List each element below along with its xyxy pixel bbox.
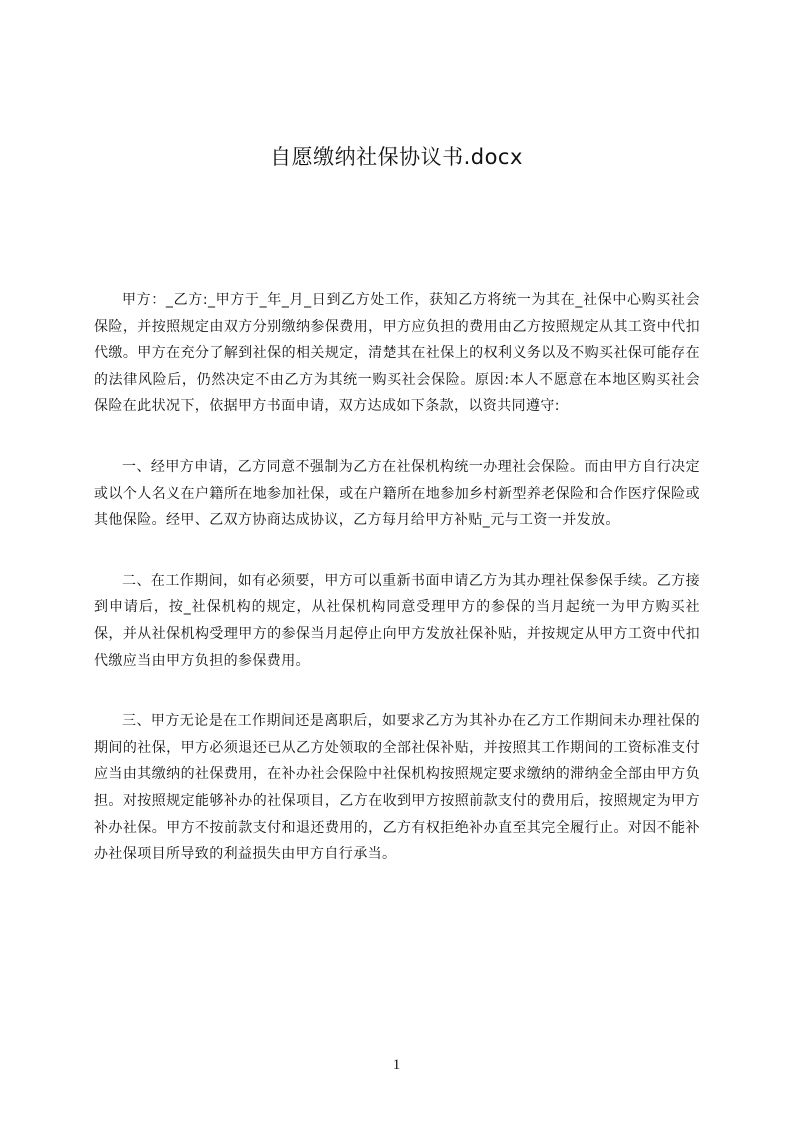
paragraph-clause-1: 一、经甲方申请，乙方同意不强制为乙方在社保机构统一办理社会保险。而由甲方自行决定或以个人名义在户籍所在地参加社保，或在户籍所在地参加乡村新型养老保险和合作医疗保险或其他保险。经甲、乙双方协商达成协议，乙方每月给甲方补贴_元与工资一并发放。 [94, 458, 700, 529]
paragraph-clause-3: 三、甲方无论是在工作期间还是离职后，如要求乙方为其补办在乙方工作期间未办理社保的期间的社保，甲方必须退还已从乙方处领取的全部社保补贴，并按照其工作期间的工资标准支付应当由其缴纳的社保费用，在补办社会保险中社保机构按照规定要求缴纳的滞纳金全部由甲方负担。对按照规定能够补办的社保项目，乙方在收到甲方按照前款支付的费用后，按照规定为甲方补办社保。甲方不按前款支付和退还费用的，乙方有权拒绝补办直至其完全履行止。对因不能补办社保项目所导致的利益损失由甲方自行承当。 [94, 713, 700, 863]
document-body [94, 287, 700, 902]
page-number: 1 [392, 1057, 401, 1073]
paragraph-preamble: 甲方：_乙方:_甲方于_年_月_日到乙方处工作，获知乙方将统一为其在_社保中心购买社会保险，并按照规定由双方分别缴纳参保费用，甲方应负担的费用由乙方按照规定从其工资中代扣代缴。甲方在充分了解到社保的相关规定，清楚其在社保上的权利义务以及不购买社保可能存在的法律风险后，仍然决定不由乙方为其统一购买社会保险。原因:本人不愿意在本地区购买社会保险在此状况下，依据甲方书面申请，双方达成如下条款，以资共同遵守: [94, 292, 700, 415]
paragraph-clause-2: 二、在工作期间，如有必须要，甲方可以重新书面申请乙方为其办理社保参保手续。乙方接到申请后，按_社保机构的规定，从社保机构同意受理甲方的参保的当月起统一为甲方购买社保，并从社保机构受理甲方的参保当月起停止向甲方发放社保补贴，并按规定从甲方工资中代扣代缴应当由甲方负担的参保费用。 [94, 572, 700, 669]
document-title: 自愿缴纳社保协议书.docx [270, 145, 523, 169]
